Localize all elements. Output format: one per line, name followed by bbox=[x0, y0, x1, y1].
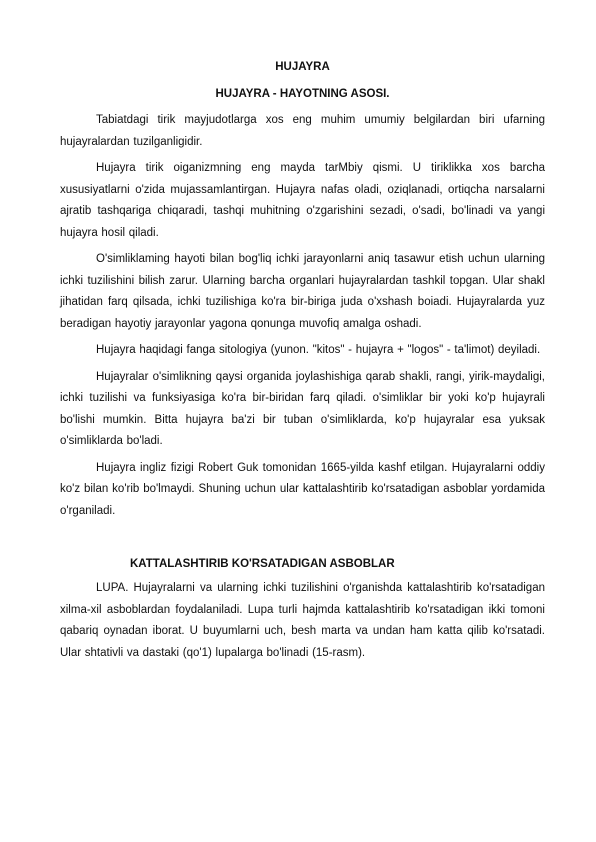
document-title: HUJAYRA bbox=[275, 61, 330, 73]
document-page bbox=[60, 60, 545, 669]
paragraph: Hujayra haqidagi fanga sitologiya (yunon. "kitos" - hujayra + "logos" - ta'limot) deyiladi. bbox=[96, 344, 541, 356]
paragraph: Tabiatdagi tirik mayjudotlarga xos eng muhim umumiy belgilardan biri ufarning hujayralardan tuzilganligidir. bbox=[60, 114, 545, 148]
section-heading: KATTALASHTIRIB KO'RSATADIGAN ASBOBLAR bbox=[130, 558, 395, 570]
section-spacer bbox=[60, 527, 545, 557]
section-paragraph: LUPA. Hujayralarni va ularning ichki tuzilishini o'rganishda kattalashtirib ko'rsatadigan xilma-xil asboblardan foydalaniladi. Lupa turli hajmda kattalashtirib ko'rsatadigan ikki tomoni qabariq oynadan iborat. U buyumlarni uch, besh marta va undan ham katta qilib ko'rsatadi. Ular shtativli va dastaki (qo'1) lupalarga bo'linadi (15-rasm). bbox=[60, 582, 545, 659]
paragraph: Hujayralar o'simlikning qaysi organida joylashishiga qarab shakli, rangi, yirik-maydaligi, ichki tuzilishi va funksiyasiga ko'ra bir-biridan farq qiladi. o'simliklar bir yoki ko'p hujayrali bo'lishi mumkin. Bitta hujayra ba'zi bir tuban o'simliklarda, ko'p hujayralar esa yuksak o'simliklarda bo'ladi. bbox=[60, 370, 545, 447]
paragraph: Hujayra tirik oiganizmning eng mayda tarMbiy qismi. U tiriklikka xos barcha xususiyatlarni o'zida mujassamlantirgan. Hujayra nafas oladi, oziqlanadi, ortiqcha narsalarni ajratib tashqariga chiqaradi, tashqi muhitning o'zgarishini sezadi, o'sadi, bo'linadi va yangi hujayra hosil qiladi. bbox=[60, 162, 545, 239]
paragraph: Hujayra ingliz fizigi Robert Guk tomonidan 1665-yilda kashf etilgan. Hujayralarni oddiy ko'z bilan ko'rib bo'lmaydi. Shuning uchun ular kattalashtirib ko'rsatadigan asboblar yordamida o'rganiladi. bbox=[60, 461, 545, 517]
document-subtitle: HUJAYRA - HAYOTNING ASOSI. bbox=[215, 88, 390, 100]
paragraph: O'simliklaming hayoti bilan bog'liq ichki jarayonlarni aniq tasawur etish uchun ularning ichki tuzilishini bilish zarur. Ularning barcha organlari hujayralardan tashkil topgan. Ular shakl jihatidan farq qilsada, ichki tuzilishiga ko'ra bir-biriga juda o'xshash boiadi. Hujayralarda yuz beradigan hayotiy jarayonlar yagona qonunga muvofiq amalga oshadi. bbox=[60, 253, 545, 330]
